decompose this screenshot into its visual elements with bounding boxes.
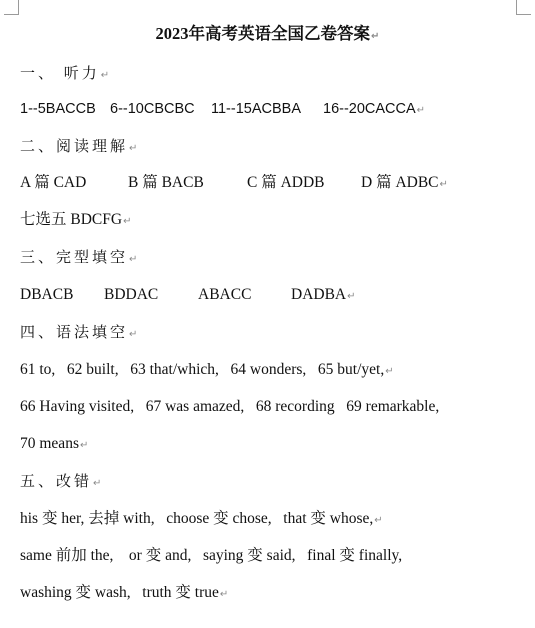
cloze-answers: [20, 284, 356, 308]
paragraph-mark-icon: ↵: [79, 440, 89, 451]
answer-group: 6--10CBCBC: [110, 101, 195, 117]
seven-choose-five-text: 七选五 BDCFG: [20, 211, 123, 228]
paragraph-mark-icon: ↵: [371, 31, 380, 42]
answer-group: B 篇 BACB: [128, 174, 204, 191]
answer-group: 11--15ACBBA: [211, 101, 301, 117]
paragraph-mark-icon: ↵: [385, 366, 394, 377]
paragraph-mark-icon: ↵: [100, 70, 110, 81]
answer-text: 61 to, 62 built, 63 that/which, 64 wonders, 65 but/yet,: [20, 361, 385, 378]
paragraph-mark-icon: ↵: [347, 291, 356, 302]
seven-choose-five: [20, 209, 131, 233]
heading-text: 四、语法填空: [20, 323, 129, 341]
grammar-answers-line-3: [20, 433, 88, 457]
paragraph-mark-icon: ↵: [439, 179, 448, 190]
section-correction-heading: [20, 470, 101, 495]
paragraph-mark-icon: ↵: [129, 254, 138, 265]
paragraph-mark-icon: ↵: [129, 329, 138, 340]
correction-answers-line-3: [20, 582, 228, 606]
answer-group: 16--20CACCA: [323, 101, 416, 117]
section-grammar-heading: [20, 321, 137, 346]
section-listening-heading: [20, 62, 109, 87]
reading-answers: [20, 172, 448, 196]
answer-group: BDDAC: [104, 286, 159, 303]
listening-answers: [20, 98, 425, 122]
answer-text: 70 means: [20, 435, 79, 452]
answer-group: ABACC: [198, 286, 252, 303]
heading-text: 一、 听力: [20, 64, 100, 82]
document-title: [0, 23, 535, 48]
correction-answers-line-2: [20, 545, 402, 567]
paragraph-mark-icon: ↵: [219, 589, 229, 600]
answer-group: 1--5BACCB: [20, 101, 96, 117]
page-corner-mark-left: [4, 0, 19, 15]
paragraph-mark-icon: ↵: [129, 143, 138, 154]
heading-text: 二、阅读理解: [20, 137, 129, 155]
answer-group: DBACB: [20, 286, 74, 303]
paragraph-mark-icon: ↵: [93, 478, 102, 489]
title-text: 2023年高考英语全国乙卷答案: [155, 24, 371, 43]
paragraph-mark-icon: ↵: [374, 515, 383, 526]
section-reading-heading: [20, 135, 137, 160]
answer-group: D 篇 ADBC: [361, 174, 439, 191]
answer-text: same 前加 the, or 变 and, saying 变 said, final 变 finally,: [20, 547, 403, 564]
answer-text: 66 Having visited, 67 was amazed, 68 recording 69 remarkable,: [20, 398, 440, 415]
paragraph-mark-icon: ↵: [416, 105, 426, 116]
answer-text: washing 变 wash, truth 变 true: [20, 584, 219, 601]
answer-text: his 变 her, 去掉 with, choose 变 chose, that 变 whose,: [20, 510, 374, 527]
answer-group: DADBA: [291, 286, 347, 303]
answer-group: A 篇 CAD: [20, 174, 87, 191]
answer-group: C 篇 ADDB: [247, 174, 325, 191]
correction-answers-line-1: [20, 508, 383, 532]
heading-text: 五、改错: [20, 472, 93, 490]
section-cloze-heading: [20, 246, 137, 271]
paragraph-mark-icon: ↵: [123, 216, 132, 227]
grammar-answers-line-2: [20, 396, 439, 418]
page-corner-mark-right: [516, 0, 531, 15]
grammar-answers-line-1: [20, 359, 394, 383]
heading-text: 三、完型填空: [20, 248, 129, 266]
